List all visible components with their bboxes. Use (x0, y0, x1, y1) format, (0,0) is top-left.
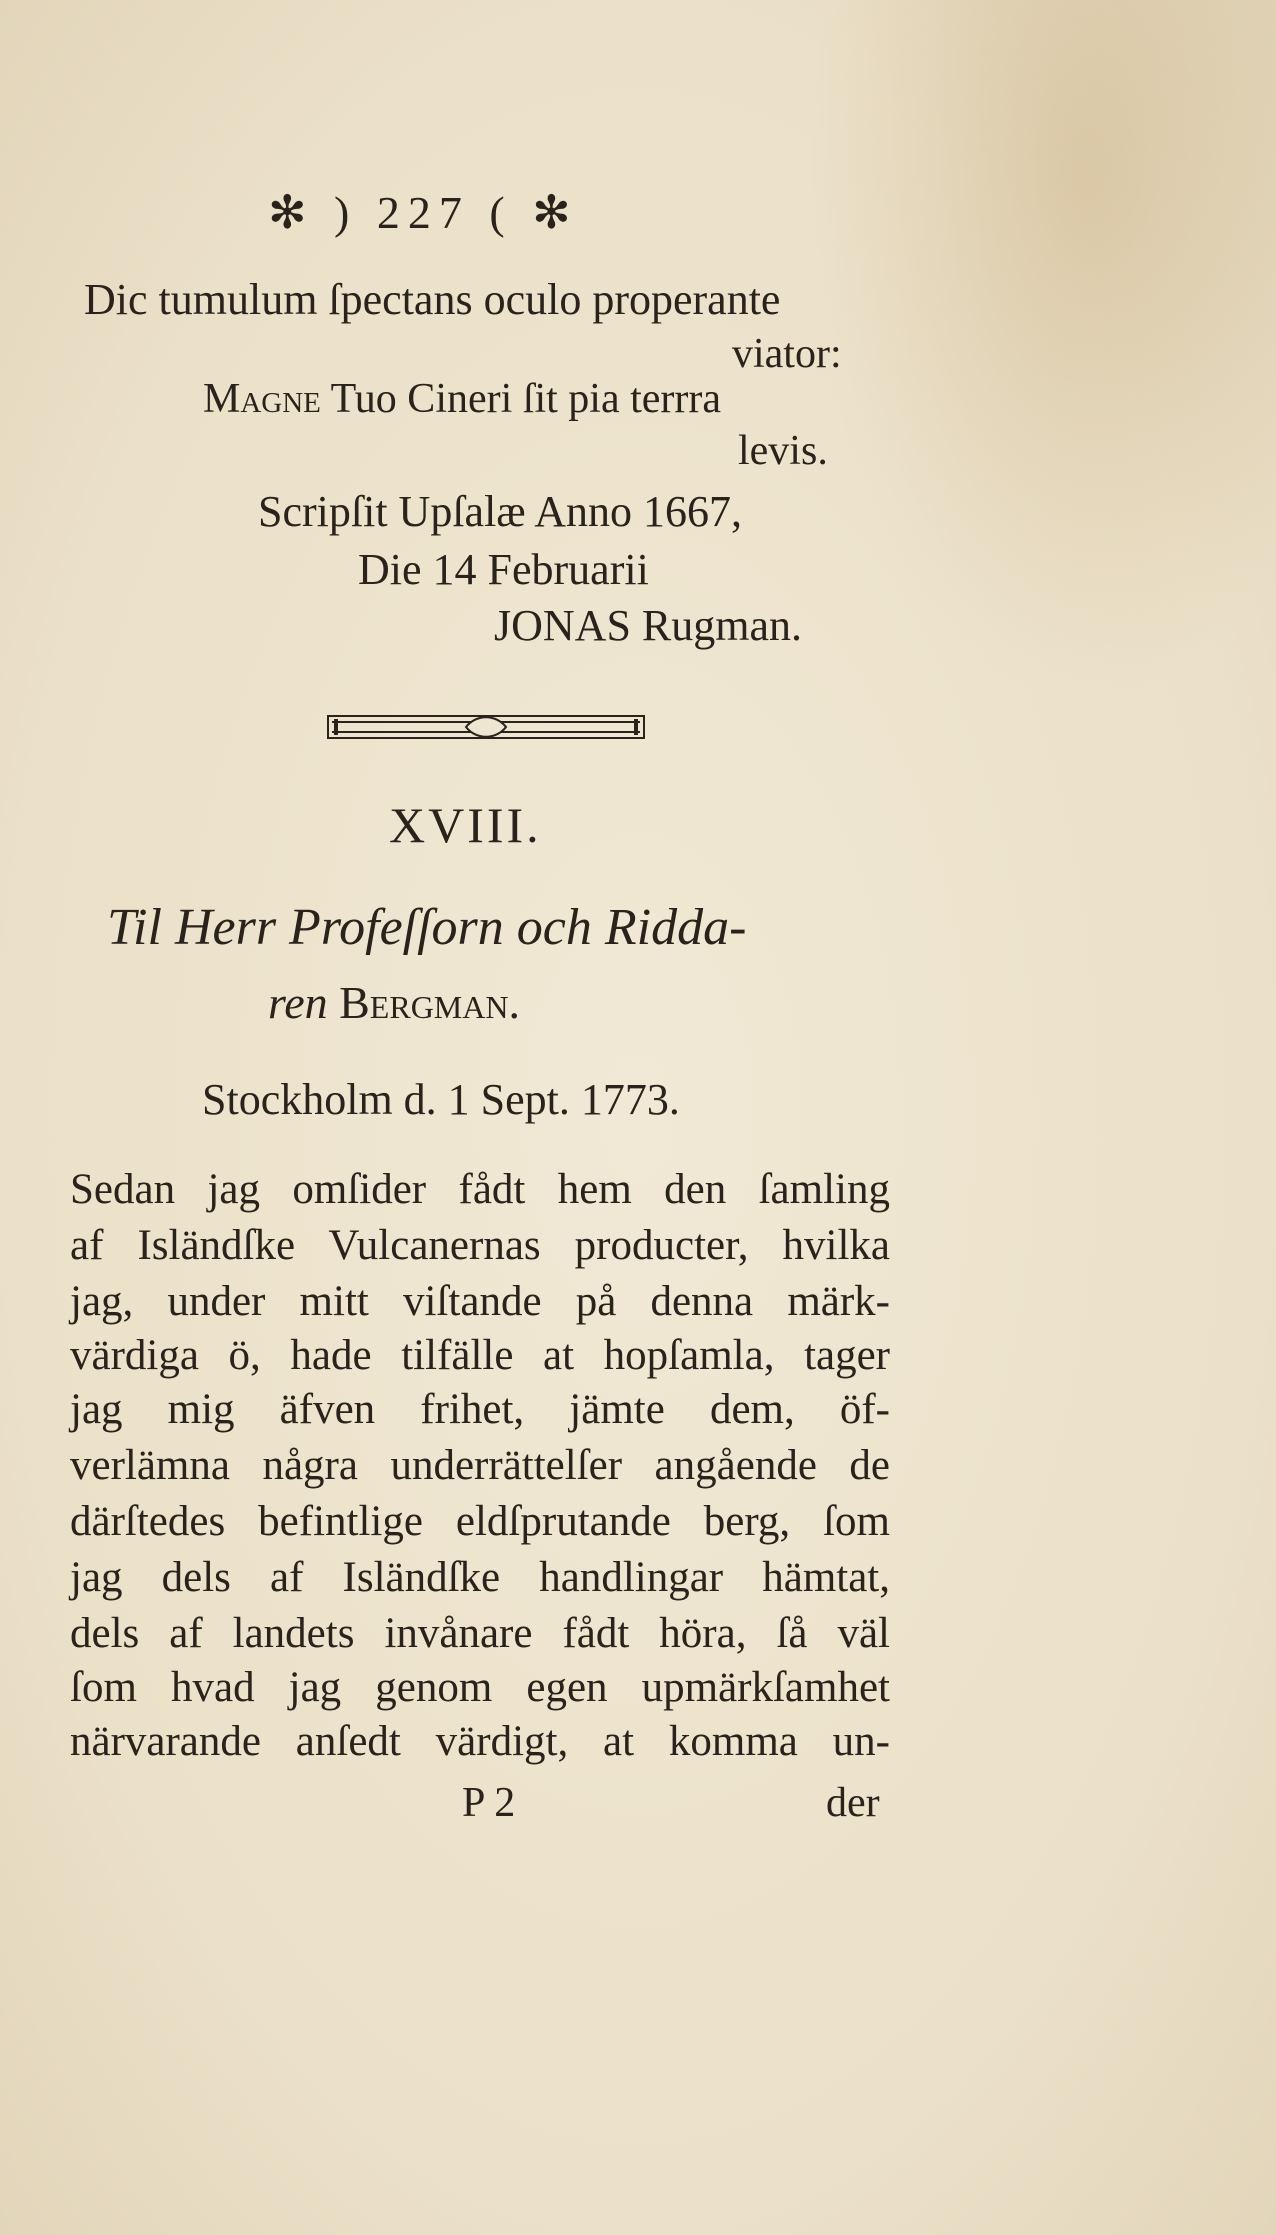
body-line-9: dels af landets invånare fådt höra, ſå väl (70, 1610, 890, 1657)
signature-line-1: Scripſit Upſalæ Anno 1667, (258, 487, 742, 536)
title-line-2 (268, 977, 520, 1028)
title-italic: ren (268, 977, 328, 1028)
title-line-1: Til Herr Profeſſorn och Ridda- (107, 899, 747, 956)
body-line-1: Sedan jag omſider fådt hem den ſamling (70, 1166, 890, 1213)
dateline: Stockholm d. 1 Sept. 1773. (202, 1075, 680, 1124)
ornament-divider (326, 710, 646, 744)
verse-line-2-rest: Tuo Cineri ſit pia terrra (320, 376, 722, 422)
signature-line-3: JONAS Rugman. (494, 601, 803, 650)
page-header: ✻ ) 227 ( ✻ (268, 187, 579, 238)
section-number: XVIII. (389, 797, 542, 853)
body-line-2: af Isländſke Vulcanernas producter, hvilka (70, 1222, 890, 1269)
body-line-4: värdiga ö, hade tilfälle at hopſamla, tager (70, 1332, 890, 1379)
signature-line-2: Die 14 Februarii (358, 545, 649, 594)
verse-line-2 (203, 378, 721, 420)
catchword: der (826, 1780, 880, 1826)
body-line-8: jag dels af Isländſke handlingar hämtat, (70, 1554, 890, 1601)
verse-line-1-cont: viator: (732, 331, 842, 377)
body-line-11: närvarande anſedt värdigt, at komma un- (70, 1718, 890, 1765)
verse-name: Magne (203, 376, 321, 422)
verse-line-2-cont: levis. (738, 428, 828, 474)
body-line-3: jag, under mitt viſtande på denna märk- (70, 1278, 890, 1325)
verse-line-1: Dic tumulum ſpectans oculo properante (84, 275, 781, 324)
title-name: Bergman. (327, 977, 520, 1028)
body-line-10: ſom hvad jag genom egen upmärkſamhet (70, 1664, 890, 1711)
signature-mark: P 2 (462, 1780, 516, 1826)
body-line-7: därſtedes befintlige eldſprutande berg, ſom (70, 1498, 890, 1545)
body-line-5: jag mig äfven frihet, jämte dem, öf- (70, 1386, 890, 1433)
body-line-6: verlämna några underrättelſer angående de (70, 1442, 890, 1489)
